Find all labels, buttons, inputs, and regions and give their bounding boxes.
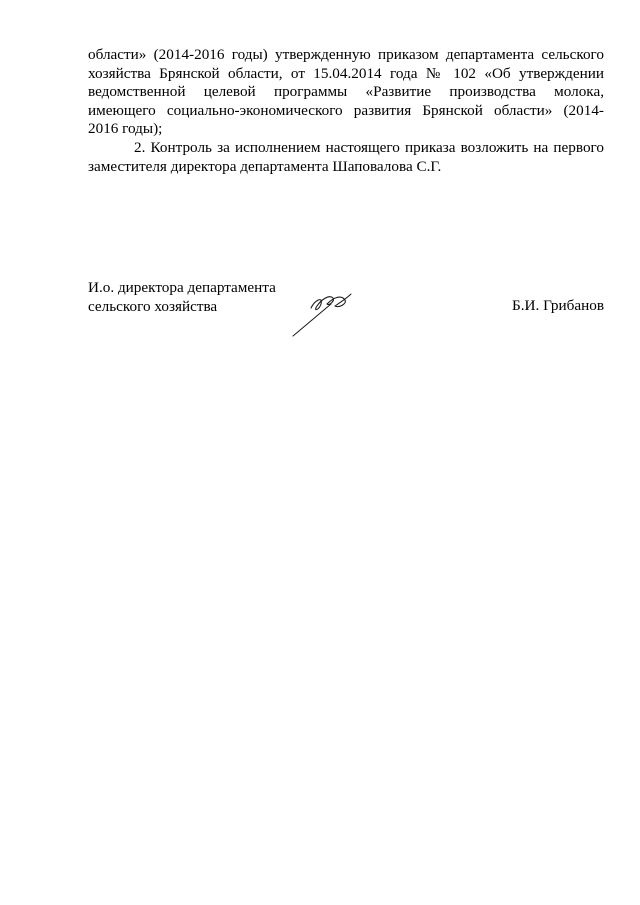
paragraph-line: 2. Контроль за исполнением настоящего приказа возложить на первого: [134, 139, 604, 156]
handwritten-signature: [285, 278, 355, 340]
signatory-position-line: сельского хозяйства: [88, 298, 218, 315]
signatory-position: [88, 278, 276, 316]
paragraph-program-approval: [88, 46, 604, 139]
paragraph-line: области» (2014-2016 годы) утвержденную приказом департамента сельского: [88, 46, 604, 63]
paragraph-line: имеющего социально-экономического развития Брянской области» (2014-: [88, 101, 604, 119]
paragraph-line: хозяйства Брянской области, от 15.04.2014 года № 102 «Об утверждении: [88, 64, 604, 82]
paragraph-line: ведомственной целевой программы «Развитие производства молока,: [88, 83, 604, 101]
paragraph-line: 2016 годы);: [88, 120, 163, 138]
signatory-position-line: И.о. директора департамента: [88, 279, 276, 296]
signer-name: Б.И. Грибанов: [512, 297, 604, 314]
paragraph-control-clause: [88, 139, 604, 176]
paragraph-line: заместителя директора департамента Шаповалова С.Г.: [88, 157, 442, 175]
